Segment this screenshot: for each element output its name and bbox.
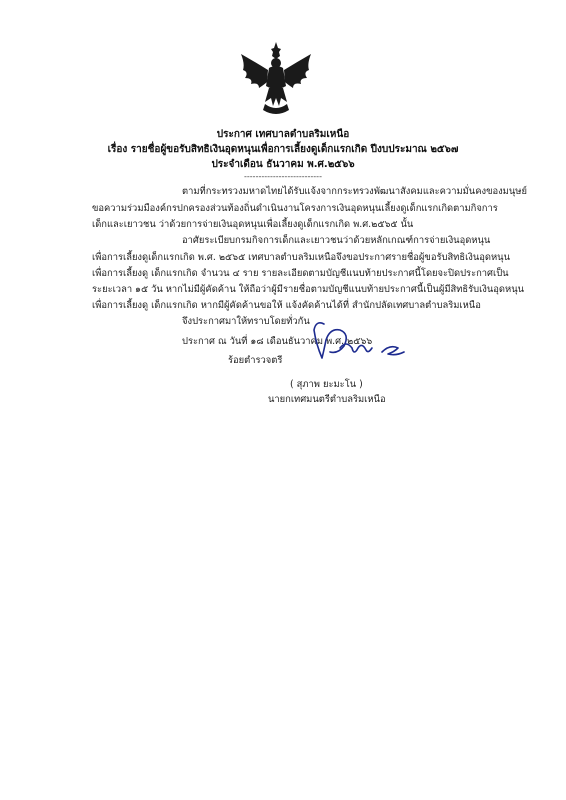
paragraph2-line4: ระยะเวลา ๑๕ วัน หากไม่มีผู้คัดค้าน ให้ถือว่าผู้มีรายชื่อตามบัญชีแนบท้ายประกาศนี้เป็นผู้มีสิทธิรับเงินอุดหนุน xyxy=(92,284,525,295)
paragraph1-line2: ขอความร่วมมืองค์กรปกครองส่วนท้องถิ่นดำเนินงานโครงการเงินอุดหนุนเลี้ยงดูเด็กแรกเกิดตามกิจการ xyxy=(92,203,498,214)
signer-rank: ร้อยตำรวจตรี xyxy=(228,355,283,366)
divider-line: --------------------------- xyxy=(244,172,322,181)
announcement-period: ประจำเดือน ธันวาคม พ.ศ.๒๕๖๖ xyxy=(211,159,355,170)
signer-title: นายกเทศมนตรีตำบลริมเหนือ xyxy=(268,394,386,405)
paragraph2-line5: เพื่อการเลี้ยงดู เด็กแรกเกิด หากมีผู้คัดค้านขอให้ แจ้งคัดค้านได้ที่ สำนักปลัดเทศบาลตำบลริมเหนือ xyxy=(92,300,481,311)
signer-name: ( สุภาพ ยะมะโน ) xyxy=(290,379,363,390)
announcement-heading: ประกาศ เทศบาลตำบลริมเหนือ xyxy=(216,129,350,140)
paragraph2-line3: เพื่อการเลี้ยงดู เด็กแรกเกิด จำนวน ๔ ราย รายละเอียดตามบัญชีแนบท้ายประกาศนี้โดยจะปิดประกาศเป็น xyxy=(92,268,509,279)
garuda-emblem-icon xyxy=(235,40,317,118)
announcement-subject: เรื่อง รายชื่อผู้ขอรับสิทธิเงินอุดหนุนเพื่อการเลี้ยงดูเด็กแรกเกิด ปีงบประมาณ ๒๕๖๗ xyxy=(107,144,459,155)
handwritten-signature xyxy=(310,318,420,373)
paragraph1-line3: เด็กและเยาวชน ว่าด้วยการจ่ายเงินอุดหนุนเพื่อเลี้ยงดูเด็กแรกเกิด พ.ศ.๒๕๖๕ นั้น xyxy=(92,219,414,230)
paragraph2-line2: เพื่อการเลี้ยงดูเด็กแรกเกิด พ.ศ. ๒๕๖๕ เทศบาลตำบลริมเหนือจึงขอประกาศรายชื่อผู้ขอรับสิทธิเงินอุดหนุน xyxy=(92,252,510,263)
date-line: ประกาศ ณ วันที่ ๑๘ เดือนธันวาคม พ.ศ. ๒๕๖๖ xyxy=(182,336,373,347)
paragraph2-line1: อาศัยระเบียบกรมกิจการเด็กและเยาวชนว่าด้วยหลักเกณฑ์การจ่ายเงินอุดหนุน xyxy=(182,235,491,246)
paragraph1-line1: ตามที่กระทรวงมหาดไทยได้รับแจ้งจากกระทรวงพัฒนาสังคมและความมั่นคงของมนุษย์ xyxy=(182,186,527,197)
closing-line: จึงประกาศมาให้ทราบโดยทั่วกัน xyxy=(182,316,310,327)
